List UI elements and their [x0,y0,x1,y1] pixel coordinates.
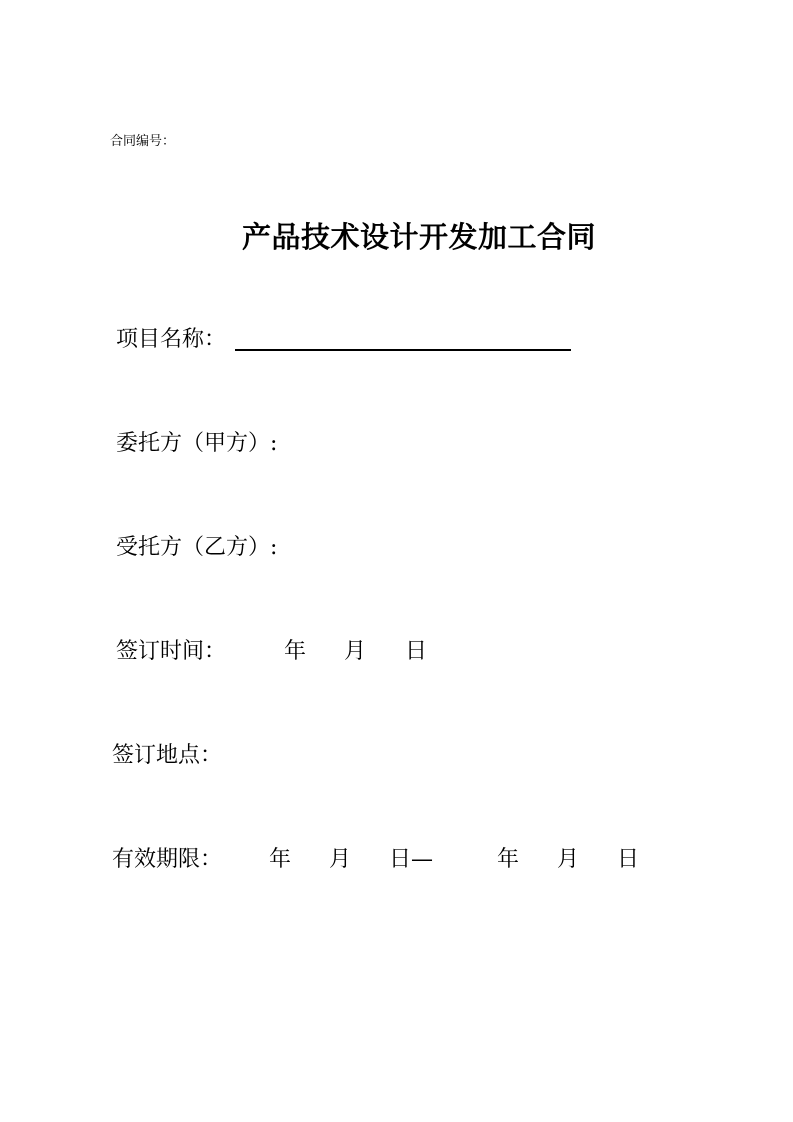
validity-end-day-unit: 日 [617,847,640,872]
validity-start-month-unit: 月 [329,847,352,872]
sign-place-label: 签订地点： [112,743,223,768]
sign-date-year-unit: 年 [284,639,307,664]
client-party-label: 委托方（甲方）: [116,431,278,456]
project-name-label: 项目名称： [116,327,227,352]
validity-period-label: 有效期限： [112,847,223,872]
validity-start-day-unit: 日— [389,847,434,872]
contractor-party-label: 受托方（乙方）: [116,535,278,560]
contract-number-label: 合同编号： [110,134,176,149]
validity-end-year-unit: 年 [497,847,520,872]
sign-date-label: 签订时间： [116,639,227,664]
sign-date-month-unit: 月 [344,639,367,664]
project-name-underline [235,349,571,351]
validity-end-month-unit: 月 [557,847,580,872]
sign-date-day-unit: 日 [405,639,428,664]
document-title: 产品技术设计开发加工合同 [241,220,596,254]
validity-start-year-unit: 年 [269,847,292,872]
